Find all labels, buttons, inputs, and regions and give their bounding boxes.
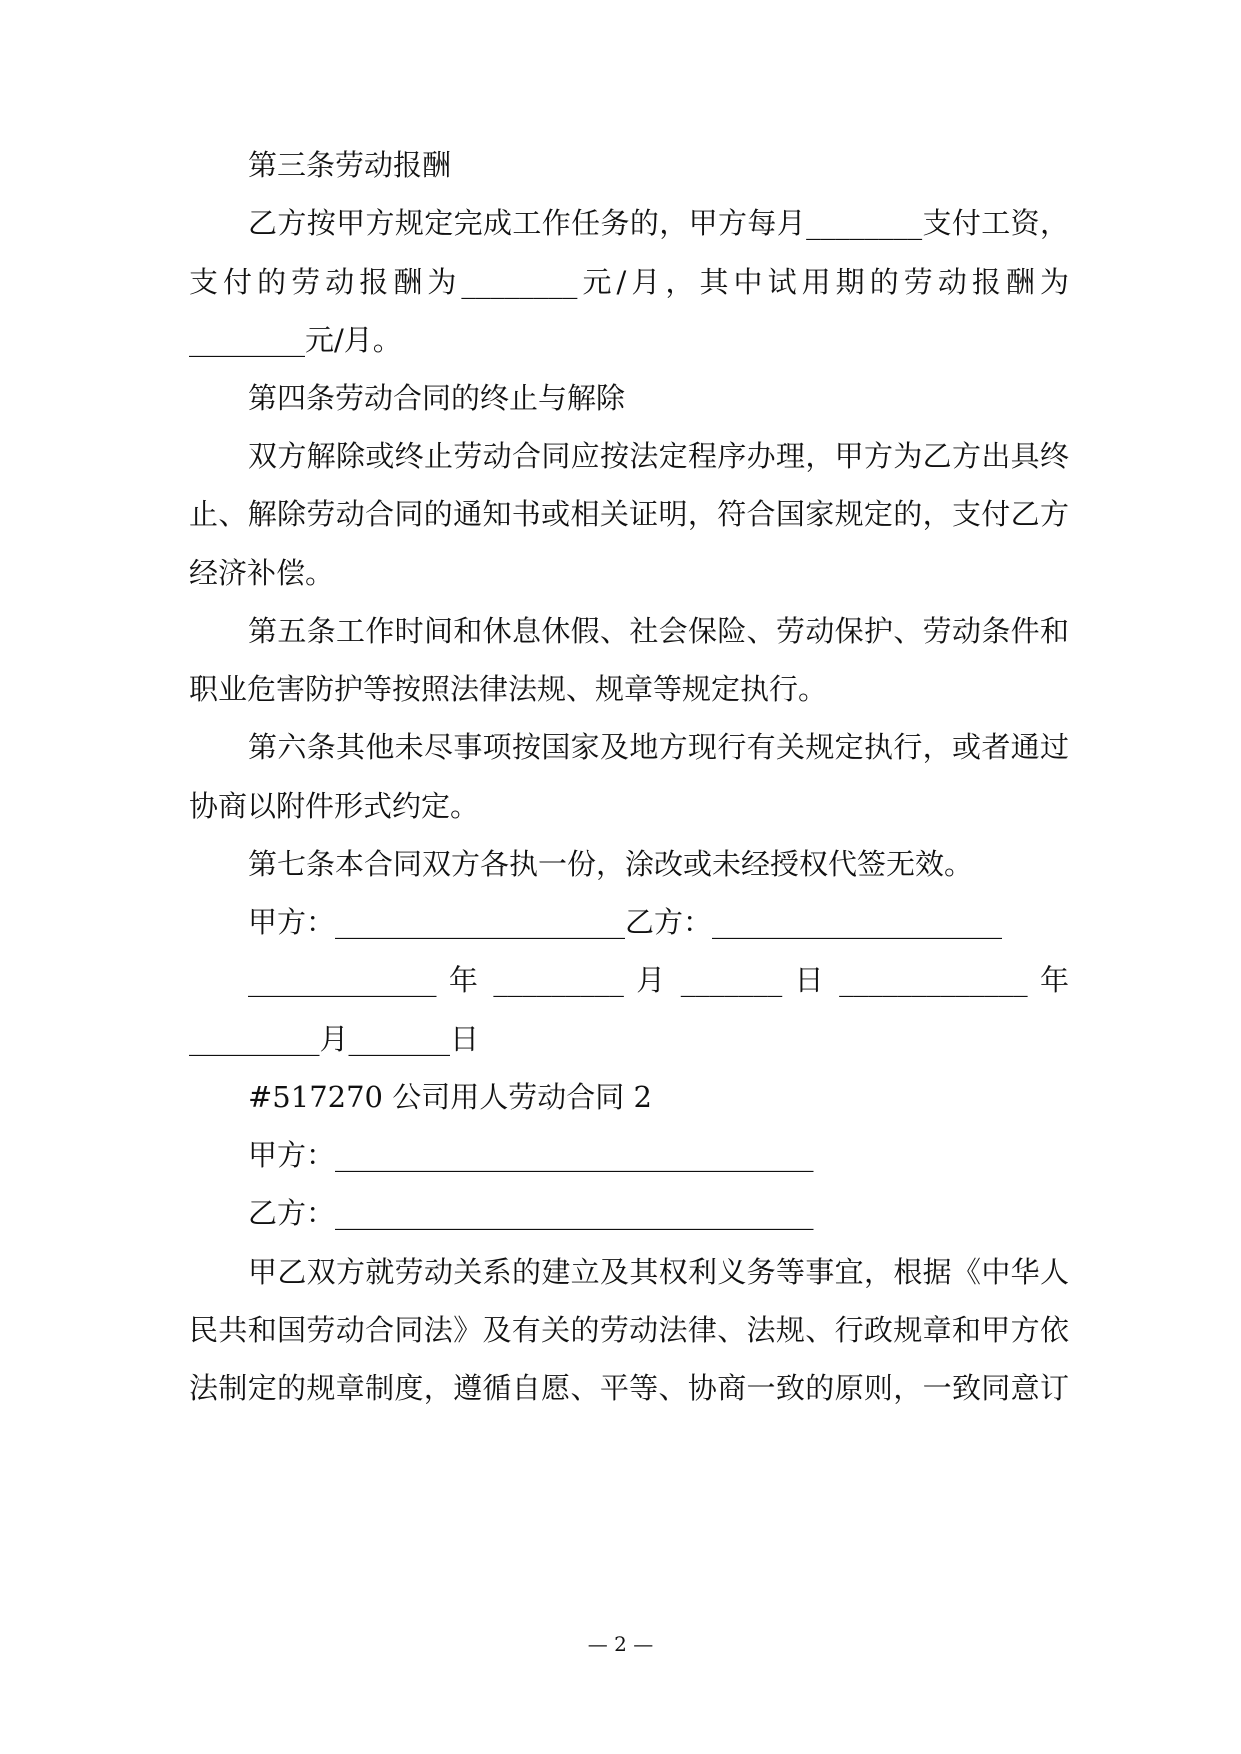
article-5-line: 第五条工作时间和休息休假、社会保险、劳动保护、劳动条件和 — [248, 614, 1069, 648]
paragraph-line: 甲乙双方就劳动关系的建立及其权利义务等事宜，根据《中华人 — [248, 1255, 1069, 1289]
paragraph-line: ________元/月。 — [189, 323, 402, 357]
contract-title: #517270 公司用人劳动合同 2 — [248, 1080, 652, 1114]
paragraph-line: 乙方按甲方规定完成工作任务的，甲方每月________支付工资， — [248, 206, 1069, 240]
article-7-line: 第七条本合同双方各执一份，涂改或未经授权代签无效。 — [248, 847, 974, 881]
paragraph-line: 协商以附件形式约定。 — [189, 789, 480, 823]
party-a-line: 甲方：_________________________________ — [248, 1138, 814, 1172]
paragraph-line: 双方解除或终止劳动合同应按法定程序办理，甲方为乙方出具终 — [248, 439, 1069, 473]
paragraph-line: 经济补偿。 — [189, 556, 335, 590]
date-line: _____________ 年 _________ 月 _______ 日 _____________ 年 — [248, 963, 1069, 997]
article-6-line: 第六条其他未尽事项按国家及地方现行有关规定执行，或者通过 — [248, 730, 1069, 764]
paragraph-line: 职业危害防护等按照法律法规、规章等规定执行。 — [189, 672, 828, 706]
signature-parties-line: 甲方：____________________乙方：____________________ — [248, 905, 1003, 939]
page-number: — 2 — — [587, 1632, 654, 1656]
paragraph-line: 支付的劳动报酬为________元/月，其中试用期的劳动报酬为 — [189, 265, 1069, 299]
paragraph-line: 民共和国劳动合同法》及有关的劳动法律、法规、行政规章和甲方依 — [189, 1313, 1069, 1347]
date-line: _________月_______日 — [189, 1022, 480, 1056]
paragraph-line: 法制定的规章制度，遵循自愿、平等、协商一致的原则，一致同意订 — [189, 1371, 1069, 1405]
article-3-heading: 第三条劳动报酬 — [248, 148, 452, 182]
article-4-heading: 第四条劳动合同的终止与解除 — [248, 381, 626, 415]
party-b-line: 乙方：_________________________________ — [248, 1196, 814, 1230]
paragraph-line: 止、解除劳动合同的通知书或相关证明，符合国家规定的，支付乙方 — [189, 497, 1069, 531]
